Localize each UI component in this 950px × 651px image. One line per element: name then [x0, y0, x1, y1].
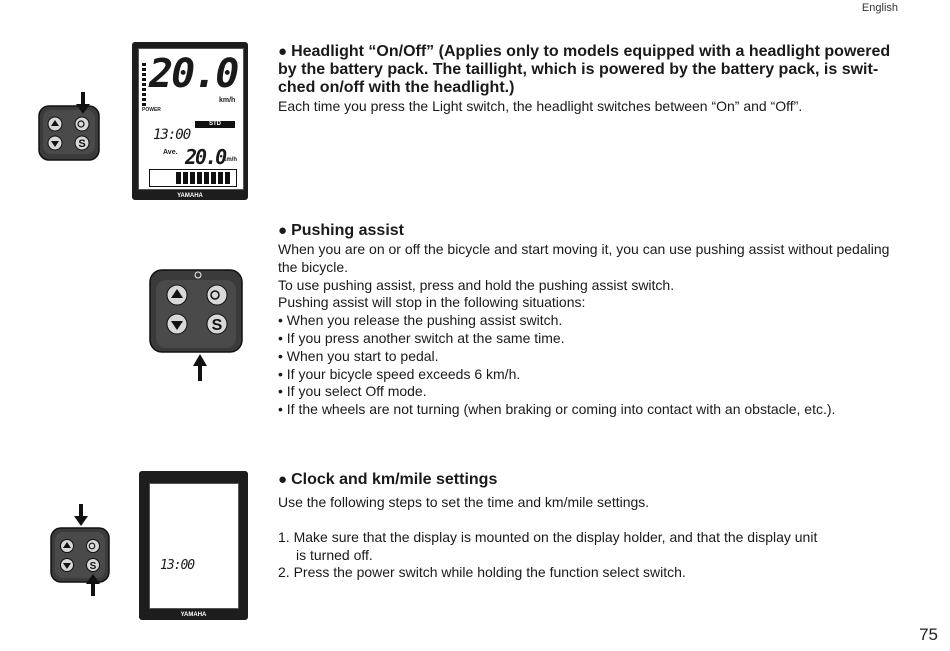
section-body-line: Pushing assist will stop in the following situations: — [278, 294, 586, 311]
battery-gauge — [149, 169, 237, 187]
list-item: • If you select Off mode. — [278, 383, 908, 401]
select-switch-label: S — [78, 138, 86, 150]
section-body-line: To use pushing assist, press and hold the pushing assist switch. — [278, 276, 675, 293]
speed-unit: km/h — [219, 97, 236, 104]
switch-unit-light-figure — [36, 92, 106, 164]
display-unit-off-figure — [139, 471, 248, 620]
average-speed-readout: 20.0 — [185, 145, 226, 169]
switch-unit-clock-figure — [48, 504, 112, 596]
average-label: Ave. — [163, 149, 178, 156]
list-item: • If the wheels are not turning (when braking or coming into contact with an obstacle, etc.). — [278, 401, 908, 419]
section-headlight — [278, 43, 908, 116]
brand-logo: YAMAHA — [180, 612, 207, 618]
section-intro: Use the following steps to set the time and km/mile settings. — [278, 494, 650, 510]
language-label: English — [861, 2, 898, 14]
page-number: 75 — [919, 625, 938, 644]
step-item: 1. Make sure that the display is mounted on the display holder, and that the display unit — [278, 528, 818, 545]
bullet-icon: ● — [278, 222, 288, 239]
power-label: POWER — [142, 107, 161, 113]
average-speed-unit: km/h — [223, 157, 238, 163]
brand-logo: YAMAHA — [177, 193, 203, 199]
bullet-icon: ● — [278, 43, 288, 60]
clock-readout: 13:00 — [153, 127, 191, 143]
list-item: • If your bicycle speed exceeds 6 km/h. — [278, 366, 908, 384]
select-switch-label: S — [211, 317, 223, 334]
switch-unit-pushing-figure — [146, 266, 246, 384]
mode-indicator: STD — [195, 121, 235, 128]
stop-conditions-list — [278, 312, 908, 419]
section-heading: ● Headlight “On/Off” (Applies only to models equipped with a headlight powered by the battery pack. The taillight, which is powered by the battery pack, is swit- ched on/off with the headlight.) — [278, 43, 891, 96]
section-body-line: the bicycle. — [278, 258, 349, 275]
clock-readout: 13:00 — [160, 558, 195, 573]
display-unit-figure — [132, 42, 248, 200]
section-heading: ● Pushing assist — [278, 222, 404, 239]
step-item-continued: is turned off. — [296, 546, 373, 563]
list-item: • When you start to pedal. — [278, 348, 908, 366]
arrow-down-icon — [74, 516, 88, 526]
section-body: Each time you press the Light switch, the headlight switches between “On” and “Off”. — [278, 98, 803, 114]
speed-readout: 20.0 — [149, 51, 238, 97]
list-item: • If you press another switch at the same time. — [278, 330, 908, 348]
section-pushing-assist — [278, 222, 908, 419]
select-switch-label: S — [89, 561, 97, 572]
power-gauge — [142, 63, 146, 107]
list-item: • When you release the pushing assist switch. — [278, 312, 908, 330]
bullet-icon: ● — [278, 471, 288, 488]
section-clock-settings — [278, 471, 908, 582]
section-body-line: When you are on or off the bicycle and start moving it, you can use pushing assist without pedaling — [278, 241, 890, 257]
step-item: 2. Press the power switch while holding the function select switch. — [278, 564, 686, 581]
section-heading: ● Clock and km/mile settings — [278, 471, 498, 488]
arrow-up-icon — [193, 354, 207, 366]
steps-list — [278, 529, 908, 582]
